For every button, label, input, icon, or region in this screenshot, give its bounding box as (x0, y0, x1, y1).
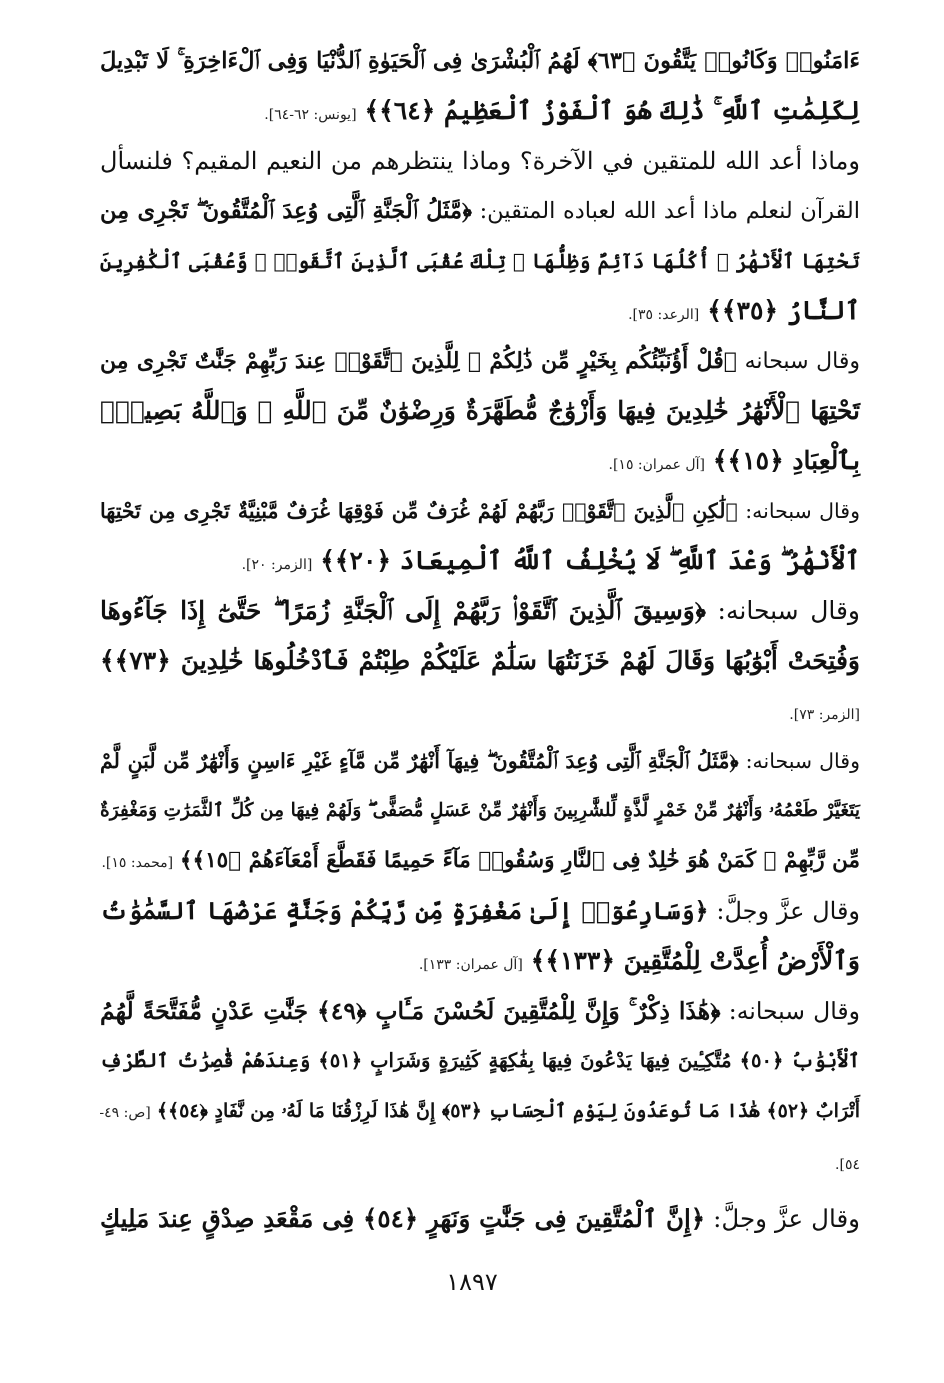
text-line-2: لِكَلِمَٰتِ ٱللَّهِ ۚ ذَٰلِكَ هُوَ ٱلْفَوْزُ ٱلْعَظِيمُ ﴿٦٤﴾﴾ [يونس: ٦٢-٦٤]. (264, 96, 860, 125)
text-line-19: وَٱلْأَرْضُ أُعِدَّتْ لِلْمُتَّقِينَ ﴿١٣٣﴾﴾ [آل عمران: ١٣٣]. (418, 946, 860, 975)
text-line-7: وقال سبحانه ﴿قُلْ أَؤُنَبِّئُكُم بِخَيْرٍ مِّن ذَٰلِكُمْ ۚ لِلَّذِينَ ٱتَّقَوْا۟ عِندَ رَبِّهِمْ جَنَّٰتٌ تَجْرِى مِن (100, 348, 860, 374)
text-line-5: تَحْتِهَا ٱلْأَنْهَٰرُ ۖ أُكُلُهَا دَآئِمٌ وَظِلُّهَا ۚ تِلْكَ عُقْبَى ٱلَّذِينَ ٱتَّقَوا۟ ۖ وَّعُقْبَى ٱلْكَٰفِرِينَ (100, 249, 860, 273)
text-line-23: ٥٤]. (835, 1157, 860, 1173)
text-line-12: وقال سبحانه: ﴿وَسِيقَ ٱلَّذِينَ ٱتَّقَوْا۟ رَبَّهُمْ إِلَى ٱلْجَنَّةِ زُمَرًا ۖ حَتَّىٰٓ إِذَا جَآءُوهَا (100, 596, 860, 625)
text-line-16: يَتَغَيَّرْ طَعْمُهُۥ وَأَنْهَٰرٌ مِّنْ خَمْرٍ لَّذَّةٍ لِّلشَّٰرِبِينَ وَأَنْهَٰرٌ مِّنْ عَسَلٍ مُّصَفًّى ۖ وَلَهُمْ فِيهَا مِن كُلِّ ٱلثَّمَرَٰتِ وَمَغْفِرَةٌ (100, 800, 860, 821)
text-line-11: ٱلْأَنْهَٰرُ ۖ وَعْدَ ٱللَّهِ ۖ لَا يُخْلِفُ ٱللَّهُ ٱلْمِيعَادَ ﴿٢٠﴾﴾ [الزمر: ٢٠]. (241, 546, 860, 575)
text-line-21: ٱلْأَبْوَٰبُ ﴿٥٠﴾ مُتَّكِـِٔينَ فِيهَا يَدْعُونَ فِيهَا بِفَٰكِهَةٍ كَثِيرَةٍ وَشَرَابٍ ﴿٥١﴾ وَعِندَهُمْ قَٰصِرَٰتُ ٱلطَّرْفِ (100, 1049, 860, 1072)
page-body (100, 36, 860, 1244)
text-line-8: تَحْتِهَا ٱلْأَنْهَٰرُ خَٰلِدِينَ فِيهَا وَأَزْوَٰجٌ مُّطَهَّرَةٌ وَرِضْوَٰنٌ مِّنَ ٱللَّهِ ۗ وَٱللَّهُ بَصِيرٌۢ (100, 396, 860, 425)
page-number: ١٨٩٧ (446, 1268, 498, 1296)
text-line-20: وقال سبحانه: ﴿هَٰذَا ذِكْرٌ ۚ وَإِنَّ لِلْمُتَّقِينَ لَحُسْنَ مَـَٔابٍ ﴿٤٩﴾ جَنَّٰتِ عَدْنٍ مُّفَتَّحَةً لَّهُمُ (100, 997, 860, 1025)
text-line-13: وَفُتِحَتْ أَبْوَٰبُهَا وَقَالَ لَهُمْ خَزَنَتُهَا سَلَٰمٌ عَلَيْكُمْ طِبْتُمْ فَٱدْخُلُوهَا خَٰلِدِينَ ﴿٧٣﴾﴾ (100, 646, 860, 675)
text-line-15: وقال سبحانه: ﴿مَّثَلُ ٱلْجَنَّةِ ٱلَّتِى وُعِدَ ٱلْمُتَّقُونَ ۖ فِيهَآ أَنْهَٰرٌ مِّن مَّآءٍ غَيْرِ ءَاسِنٍ وَأَنْهَٰرٌ مِّن لَّبَنٍ لَّمْ (100, 749, 860, 773)
text-line-3: وماذا أعد الله للمتقين في الآخرة؟ وماذا ينتظرهم من النعيم المقيم؟ فلنسأل (100, 147, 860, 175)
text-line-18: وقال عزَّ وجلَّ: ﴿وَسَارِعُوٓا۟ إِلَىٰ مَغْفِرَةٍ مِّن رَّبِّكُمْ وَجَنَّةٍ عَرْضُهَا ٱلسَّمَٰوَٰتُ (100, 896, 861, 925)
text-line-10: وقال سبحانه: ﴿لَٰكِنِ ٱلَّذِينَ ٱتَّقَوْا۟ رَبَّهُمْ لَهُمْ غُرَفٌ مِّن فَوْقِهَا غُرَفٌ مَّبْنِيَّةٌ تَجْرِى مِن تَحْتِهَا (100, 499, 860, 523)
text-line-17: مِّن رَّبِّهِمْ ۖ كَمَنْ هُوَ خَٰلِدٌ فِى ٱلنَّارِ وَسُقُوا۟ مَآءً حَمِيمًا فَقَطَّعَ أَمْعَآءَهُمْ ﴿١٥﴾﴾ [محمد: ١٥]. (101, 848, 860, 873)
text-line-22: أَتْرَابٌ ﴿٥٢﴾ هَٰذَا مَا تُوعَدُونَ لِيَوْمِ ٱلْحِسَابِ ﴿٥٣﴾ إِنَّ هَٰذَا لَرِزْقُنَا مَا لَهُۥ مِن نَّفَادٍ ﴿٥٤﴾﴾ [ص: ٤٩- (99, 1100, 860, 1122)
text-line-1: ءَامَنُوا۟ وَكَانُوا۟ يَتَّقُونَ ﴿٦٣﴾ لَهُمُ ٱلْبُشْرَىٰ فِى ٱلْحَيَوٰةِ ٱلدُّنْيَا وَفِى ٱلْءَاخِرَةِ ۚ لَا تَبْدِيلَ (100, 48, 860, 74)
text-line-4: القرآن لنعلم ماذا أعد الله لعباده المتقين: ﴿مَّثَلُ ٱلْجَنَّةِ ٱلَّتِى وُعِدَ ٱلْمُتَّقُونَ ۖ تَجْرِى مِن (100, 198, 860, 224)
text-line-9: بِٱلْعِبَادِ ﴿١٥﴾﴾ [آل عمران: ١٥]. (608, 446, 860, 475)
text-line-24: وقال عزَّ وجلَّ: ﴿إِنَّ ٱلْمُتَّقِينَ فِى جَنَّٰتٍ وَنَهَرٍ ﴿٥٤﴾ فِى مَقْعَدِ صِدْقٍ عِندَ مَلِيكٍ (100, 1204, 860, 1233)
text-line-6: ٱلنَّارُ ﴿٣٥﴾﴾ [الرعد: ٣٥]. (628, 296, 860, 325)
text-line-14: [الزمر: ٧٣]. (789, 707, 860, 723)
